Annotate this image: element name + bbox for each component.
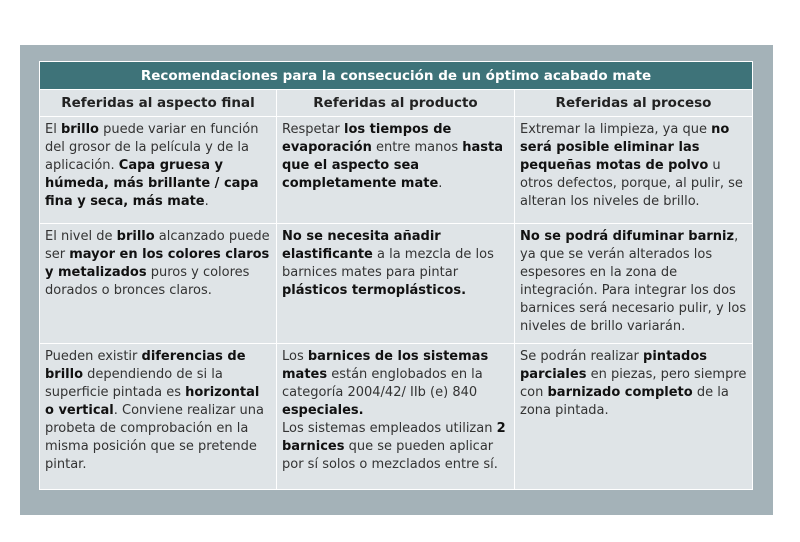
text-run: dependiendo de si la superficie pintada es [45, 367, 223, 400]
table-cell [515, 117, 753, 224]
table-cell [40, 224, 277, 344]
text-run: de la zona pintada. [520, 385, 729, 418]
table-title: Recomendaciones para la consecución de un óptimo acabado mate [40, 62, 753, 90]
text-run: están englobados en la categoría 2004/42/ IIb (e) 840 [282, 367, 483, 400]
bold-text: los tiempos de evaporación [282, 122, 452, 155]
bold-text: 2 barnices [282, 421, 506, 454]
bold-text: hasta que el aspecto sea completamente mate [282, 140, 503, 191]
text-run: Respetar [282, 122, 345, 137]
column-header: Referidas al aspecto final [40, 90, 277, 117]
bold-text: no será posible eliminar las pequeñas motas de polvo [520, 122, 730, 173]
bold-text: barnices de los sistemas mates [282, 349, 489, 382]
text-run: alcanzado puede ser [45, 229, 270, 262]
text-run: u otros defectos, porque, al pulir, se alteran los niveles de brillo. [520, 158, 743, 209]
text-run: Extremar la limpieza, ya que [520, 122, 712, 137]
text-run: Pueden existir [45, 349, 142, 364]
bold-text: No se necesita añadir elastificante [282, 229, 441, 262]
text-run: que se pueden aplicar por sí solos o mezclados entre sí. [282, 439, 498, 472]
table-row [40, 117, 753, 224]
table-cell [515, 344, 753, 490]
text-run: Los sistemas empleados utilizan [282, 421, 497, 436]
bold-text: barnizado completo [547, 385, 693, 400]
text-run: Se podrán realizar [520, 349, 644, 364]
bold-text: especiales. [282, 403, 364, 418]
text-run: entre manos [371, 140, 463, 155]
table-cell [277, 344, 515, 490]
bold-text: brillo [116, 229, 155, 244]
column-header: Referidas al proceso [515, 90, 753, 117]
text-run: puede variar en función del grosor de la película y de la aplicación. [45, 122, 259, 173]
text-run: El nivel de [45, 229, 117, 244]
column-header: Referidas al producto [277, 90, 515, 117]
bold-text: diferencias de brillo [45, 349, 246, 382]
bold-text: No se podrá difuminar barniz [520, 229, 735, 244]
text-run: . Conviene realizar una probeta de comprobación en la misma posición que se pretende pintar. [45, 403, 264, 472]
bold-text: mayor en los colores claros y metalizados [45, 247, 270, 280]
table-cell [40, 117, 277, 224]
text-run: , ya que se verán alterados los espesores en la zona de integración. Para integrar los dos barnices será necesario pulir, y los niveles de brillo variarán. [520, 229, 747, 334]
recommendations-table [39, 61, 753, 490]
bold-text: pintados parciales [520, 349, 708, 382]
bold-text: brillo [60, 122, 99, 137]
table-cell [277, 224, 515, 344]
table-cell [40, 344, 277, 490]
text-run: Los [282, 349, 308, 364]
table-row [40, 344, 753, 490]
text-run: puros y colores dorados o bronces claros. [45, 265, 250, 298]
bold-text: plásticos termoplásticos. [282, 283, 467, 298]
text-run: a la mezcla de los barnices mates para pintar [282, 247, 494, 280]
text-run: El [45, 122, 61, 137]
bold-text: horizontal o vertical [45, 385, 260, 418]
table-cell [515, 224, 753, 344]
table-row [40, 224, 753, 344]
text-run: en piezas, pero siempre con [520, 367, 747, 400]
text-run: . [438, 176, 443, 191]
text-run: . [204, 194, 209, 209]
table-cell [277, 117, 515, 224]
bold-text: Capa gruesa y húmeda, más brillante / capa fina y seca, más mate [45, 158, 259, 209]
